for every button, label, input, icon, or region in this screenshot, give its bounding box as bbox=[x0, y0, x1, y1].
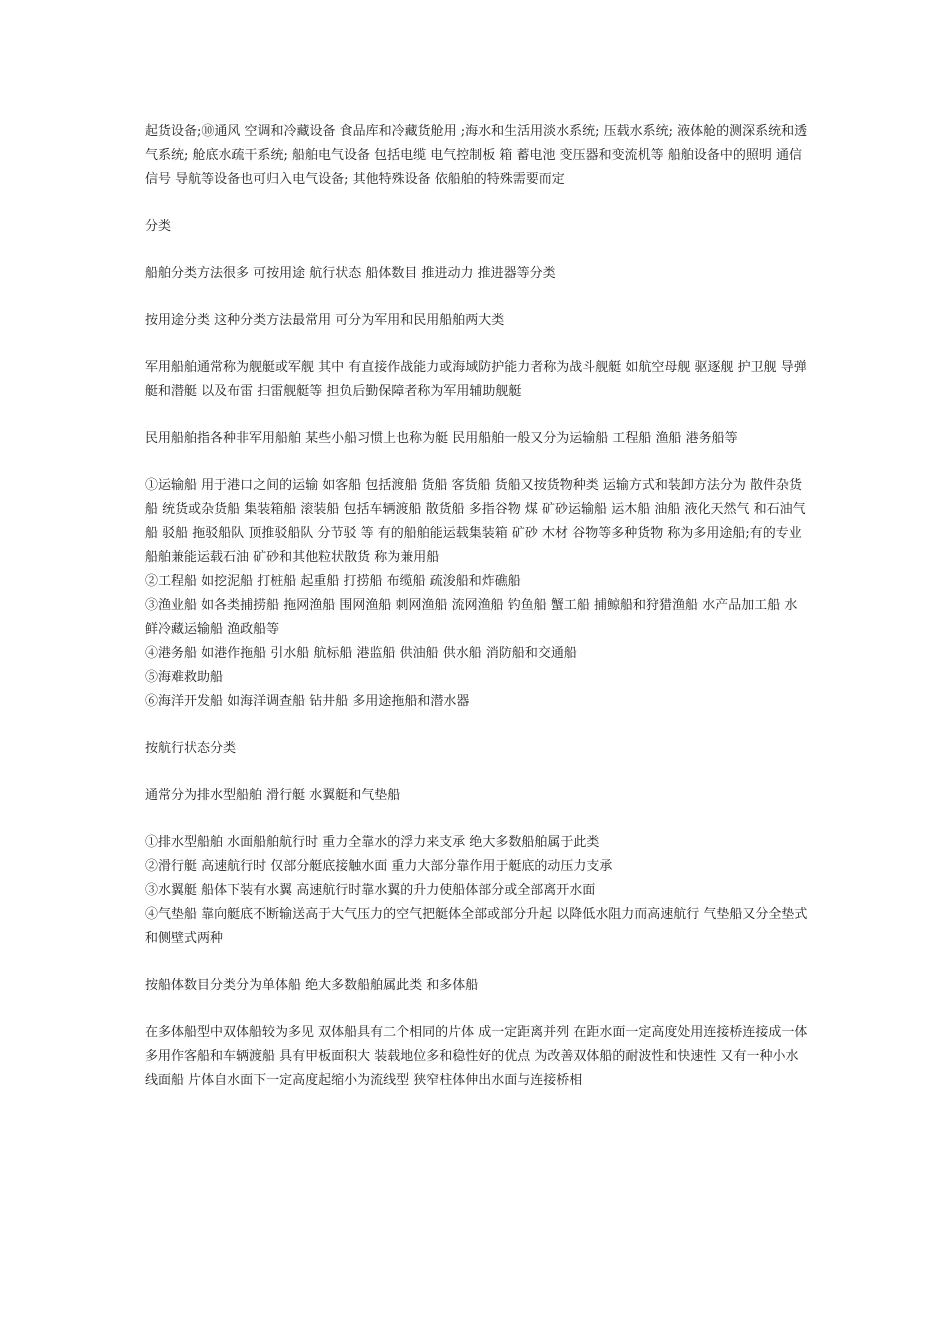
list-item: ④港务船 如港作拖船 引水船 航标船 港监船 供油船 供水船 消防船和交通船 bbox=[145, 646, 577, 661]
use-type-list bbox=[145, 474, 810, 714]
paragraph-multihull: 在多体船型中双体船较为多见 双体船具有二个相同的片体 成一定距离并列 在距水面一定高度处用连接桥连接成一体 多用作客船和车辆渡船 具有甲板面积大 装载地位多和稳性好的优点 为改善双体船的耐波性和快速性 又有一种小水线面船 片体自水面下一定高度起缩小为流线型 狭窄柱体伸出水面与连接桥相 bbox=[145, 1025, 808, 1088]
list-item: ②工程船 如挖泥船 打桩船 起重船 打捞船 布缆船 疏浚船和炸礁船 bbox=[145, 574, 521, 589]
list-item: ④气垫船 靠向艇底不断输送高于大气压力的空气把艇体全部或部分升起 以降低水阻力而高速航行 气垫船又分全垫式和侧壁式两种 bbox=[145, 907, 808, 946]
heading-navigation-state: 按航行状态分类 bbox=[145, 741, 237, 756]
list-item: ②滑行艇 高速航行时 仅部分艇底接触水面 重力大部分靠作用于艇底的动压力支承 bbox=[145, 859, 613, 874]
paragraph-navigation-types: 通常分为排水型船舶 滑行艇 水翼艇和气垫船 bbox=[145, 788, 401, 803]
navigation-type-list bbox=[145, 831, 810, 951]
paragraph-civil-ships: 民用船舶指各种非军用船舶 某些小船习惯上也称为艇 民用船舶一般又分为运输船 工程船 渔船 港务船等 bbox=[145, 431, 738, 446]
list-item: ①排水型船舶 水面船舶航行时 重力全靠水的浮力来支承 绝大多数船舶属于此类 bbox=[145, 835, 600, 850]
list-item: ①运输船 用于港口之间的运输 如客船 包括渡船 货船 客货船 货船又按货物种类 运输方式和装卸方法分为 散件杂货船 统货或杂货船 集装箱船 滚装船 包括车辆渡船 散货船 多指谷物 煤 矿砂运输船 运木船 油船 液化天然气 和石油气 船 驳船 拖驳船队 顶推驳船队 分节驳 等 有的船舶能运载集装箱 矿砂 木材 谷物等多种货物 称为多用途船;有的专业船舶兼能运载石油 矿砂和其他粒状散货 称为兼用船 bbox=[145, 478, 806, 565]
paragraph-classification-methods: 船舶分类方法很多 可按用途 航行状态 船体数目 推进动力 推进器等分类 bbox=[145, 266, 556, 281]
list-item: ③渔业船 如各类捕捞船 拖网渔船 围网渔船 刺网渔船 流网渔船 钓鱼船 蟹工船 捕鲸船和狩猎渔船 水产品加工船 水鲜冷藏运输船 渔政船等 bbox=[145, 598, 798, 637]
list-item: ⑤海难救助船 bbox=[145, 670, 224, 685]
list-item: ⑥海洋开发船 如海洋调查船 钻井船 多用途拖船和潜水器 bbox=[145, 694, 470, 709]
paragraph-equipment: 起货设备;⑩通风 空调和冷藏设备 食品库和冷藏货舱用 ;海水和生活用淡水系统; 压载水系统; 液体舱的测深系统和透气系统; 舱底水疏干系统; 船舶电气设备 包括电缆 电气控制板 箱 蓄电池 变压器和变流机等 船舶设备中的照明 通信 信号 导航等设备也可归入电气设备; 其他特殊设备 依船舶的特殊需要而定 bbox=[145, 124, 808, 187]
paragraph-by-use: 按用途分类 这种分类方法最常用 可分为军用和民用船舶两大类 bbox=[145, 313, 505, 328]
heading-classification: 分类 bbox=[145, 219, 172, 234]
document-body bbox=[145, 120, 810, 1116]
paragraph-military-ships: 军用船舶通常称为舰艇或军舰 其中 有直接作战能力或海域防护能力者称为战斗舰艇 如航空母舰 驱逐舰 护卫舰 导弹艇和潜艇 以及布雷 扫雷舰艇等 担负后勤保障者称为军用辅助舰艇 bbox=[145, 360, 807, 399]
list-item: ③水翼艇 船体下装有水翼 高速航行时靠水翼的升力使船体部分或全部离开水面 bbox=[145, 883, 596, 898]
paragraph-hull-count: 按船体数目分类分为单体船 绝大多数船舶属此类 和多体船 bbox=[145, 978, 479, 993]
